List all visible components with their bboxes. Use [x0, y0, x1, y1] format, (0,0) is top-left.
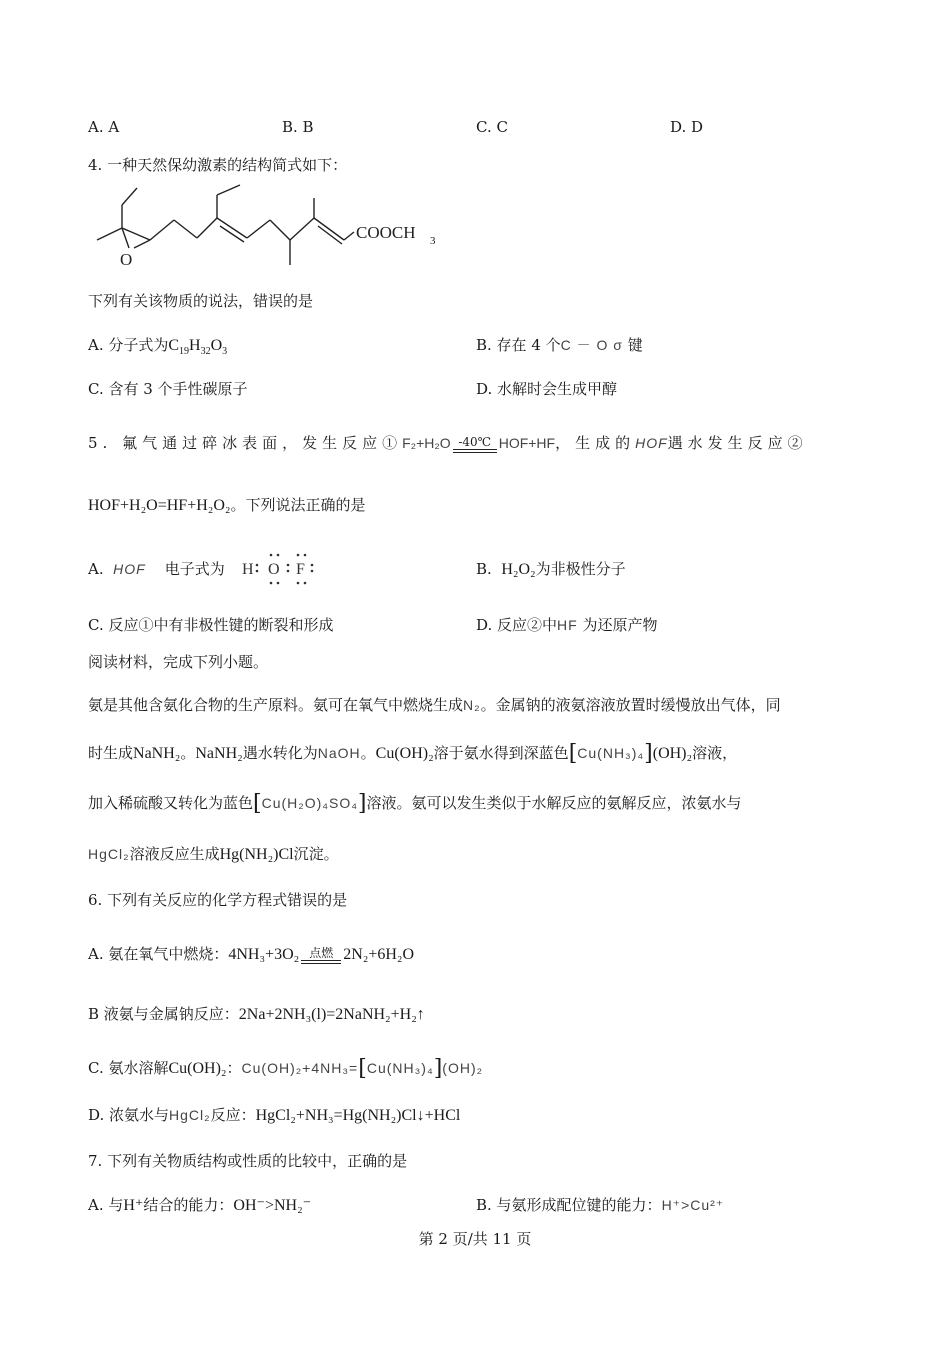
q4-stem: 4. 一种天然保幼激素的结构简式如下：	[88, 156, 348, 174]
q5-hof: HOF	[635, 435, 668, 451]
reading-cuoh2: Cu(OH)₂	[375, 745, 434, 762]
q7-b-cmp: H⁺>Cu²⁺	[661, 1197, 725, 1213]
q4-option-d: D. 水解时会生成甲醇	[476, 380, 618, 398]
q6-b-eq: 2Na+2NH₃(l)=2NaNH₂+H₂↑	[238, 1006, 425, 1023]
q6-a-arrow: 点燃	[301, 947, 341, 964]
q5-option-d-text: 为还原产物	[577, 616, 658, 634]
reading-nanh2: NaNH₂	[133, 745, 181, 762]
reading-naoh: NaOH	[317, 745, 361, 761]
reading-n2: N₂	[463, 697, 481, 713]
q4-option-a	[88, 334, 227, 363]
q5-stem	[88, 432, 808, 454]
q6-c-complex: Cu(NH₃)₄	[366, 1060, 434, 1076]
q3-option-d: D. D	[670, 118, 704, 136]
q6-c-eq-left: Cu(OH)₂+4NH₃=	[241, 1060, 359, 1076]
reading-cu-h2o-complex: Cu(H₂O)₄SO₄	[261, 795, 358, 811]
q4-option-b-bond: C － O σ	[560, 337, 623, 353]
q5-option-b-prefix: B.	[476, 560, 492, 578]
reading-intro: 阅读材料，完成下列小题。	[88, 653, 269, 671]
q5-option-d	[476, 614, 657, 636]
reading-hg-product: Hg(NH₂)Cl	[219, 846, 294, 863]
q5-r1-arrow: -40℃	[453, 436, 497, 453]
lewis-o: O	[268, 561, 280, 578]
q4-option-b	[476, 334, 643, 356]
q6-stem: 6. 下列有关反应的化学方程式错误的是	[88, 891, 348, 909]
q6-option-a: A. 氨在氧气中燃烧：4NH₃+3O₂ 点燃 2N₂+6H₂O	[88, 945, 415, 963]
q5-option-b	[476, 558, 626, 581]
q5-r2: HOF+H₂O=HF+H₂O₂	[88, 497, 231, 514]
q5-option-a-text: 电子式为	[164, 560, 225, 578]
lewis-h: H	[242, 561, 254, 578]
q5-r1-left: F₂+H₂O	[402, 435, 451, 451]
q3-option-a: A. A	[88, 118, 120, 136]
q5-lewis-structure	[240, 548, 320, 588]
q5-option-b-formula: H₂O₂	[501, 561, 536, 578]
q6-c-eq-right: (OH)₂	[442, 1060, 484, 1076]
q6-d-hgcl2: HgCl₂	[169, 1107, 211, 1123]
q5-stem-mid: ，生成的	[555, 434, 636, 452]
q5-r2-line	[88, 494, 366, 517]
q5-stem-start: 5. 氟气通过碎冰表面，发生反应①	[88, 434, 403, 452]
q7-option-a: A. 与H⁺结合的能力：OH⁻>NH₂⁻	[88, 1196, 312, 1214]
reading-hgcl2: HgCl₂	[88, 846, 130, 862]
reading-line-4: HgCl₂溶液反应生成Hg(NH₂)Cl沉淀。	[88, 845, 339, 863]
q4-structure-diagram	[92, 180, 452, 275]
q6-a-right: 2N₂+6H₂O	[343, 946, 415, 963]
q5-stem-end: 遇水发生反应②	[667, 434, 808, 452]
reading-nanh2-b: NaNH₂	[195, 745, 243, 762]
q6-option-c: C. 氨水溶解Cu(OH)₂：Cu(OH)₂+4NH₃=[Cu(NH₃)₄](OH)₂	[88, 1056, 484, 1081]
q7-a-h: H⁺	[123, 1197, 144, 1214]
reading-oh2: (OH)₂	[652, 745, 693, 762]
q5-option-a-prefix: A.	[88, 560, 104, 578]
q6-option-d: D. 浓氨水与HgCl₂反应：HgCl₂+NH₃=Hg(NH₂)Cl↓+HCl	[88, 1106, 461, 1124]
q7-option-b: B. 与氨形成配位键的能力：H⁺>Cu²⁺	[476, 1196, 725, 1214]
q4-ester-sub: 3	[430, 235, 436, 247]
q5-r1-right: HOF+HF	[498, 435, 556, 451]
q3-option-c: C. C	[476, 118, 508, 136]
q6-option-b: B 液氨与金属钠反应：2Na+2NH₃(l)=2NaNH₂+H₂↑	[88, 1005, 425, 1023]
reading-cu-nh3-complex: Cu(NH₃)₄	[577, 745, 645, 761]
q7-a-cmp: OH⁻>NH₂⁻	[233, 1197, 312, 1214]
reading-line-1: 氨是其他含氨化合物的生产原料。氨可在氧气中燃烧生成N₂。金属钠的液氨溶液放置时缓慢放出气体，同	[88, 696, 781, 714]
q5-option-a-hof: HOF	[113, 561, 146, 577]
reading-line-2: 时生成NaNH₂。NaNH₂遇水转化为NaOH。Cu(OH)₂溶于氨水得到深蓝色[Cu(NH₃)₄](OH)₂溶液，	[88, 741, 738, 766]
q5-option-b-text: 为非极性分子	[535, 560, 626, 578]
q5-option-d-prefix: D. 反应②中	[476, 616, 558, 634]
q4-option-c: C. 含有 3 个手性碳原子	[88, 380, 248, 398]
q4-option-a-prefix: A. 分子式为	[88, 336, 169, 354]
q5-option-d-formula: HF	[557, 617, 578, 633]
q7-stem: 7. 下列有关物质结构或性质的比较中，正确的是	[88, 1152, 408, 1170]
q4-formula: $C_{19}H_{32}O_3$	[168, 337, 228, 358]
q6-d-eq: HgCl₂+NH₃=Hg(NH₂)Cl↓+HCl	[255, 1107, 461, 1124]
q4-option-b-prefix: B. 存在 4 个	[476, 336, 561, 354]
q4-ester-label: COOCH	[356, 223, 416, 242]
page-footer: 第 2 页/共 11 页	[418, 1230, 532, 1248]
reading-line-3: 加入稀硫酸又转化为蓝色[Cu(H₂O)₄SO₄]溶液。氨可以发生类似于水解反应的氨解反应，浓氨水与	[88, 791, 742, 816]
q5-r2-suffix: 。下列说法正确的是	[230, 496, 366, 514]
q5-option-a	[88, 558, 225, 580]
q4-prompt: 下列有关该物质的说法，错误的是	[88, 292, 314, 310]
q6-a-left: 4NH₃+3O₂	[228, 946, 300, 963]
lewis-f: F	[296, 561, 305, 578]
q6-c-cuoh2: Cu(OH)₂	[168, 1060, 227, 1077]
q5-option-c: C. 反应①中有非极性键的断裂和形成	[88, 616, 334, 634]
q3-option-b: B. B	[282, 118, 314, 136]
q4-option-b-suffix: 键	[622, 336, 643, 354]
q4-epoxide-o: O	[120, 250, 133, 269]
